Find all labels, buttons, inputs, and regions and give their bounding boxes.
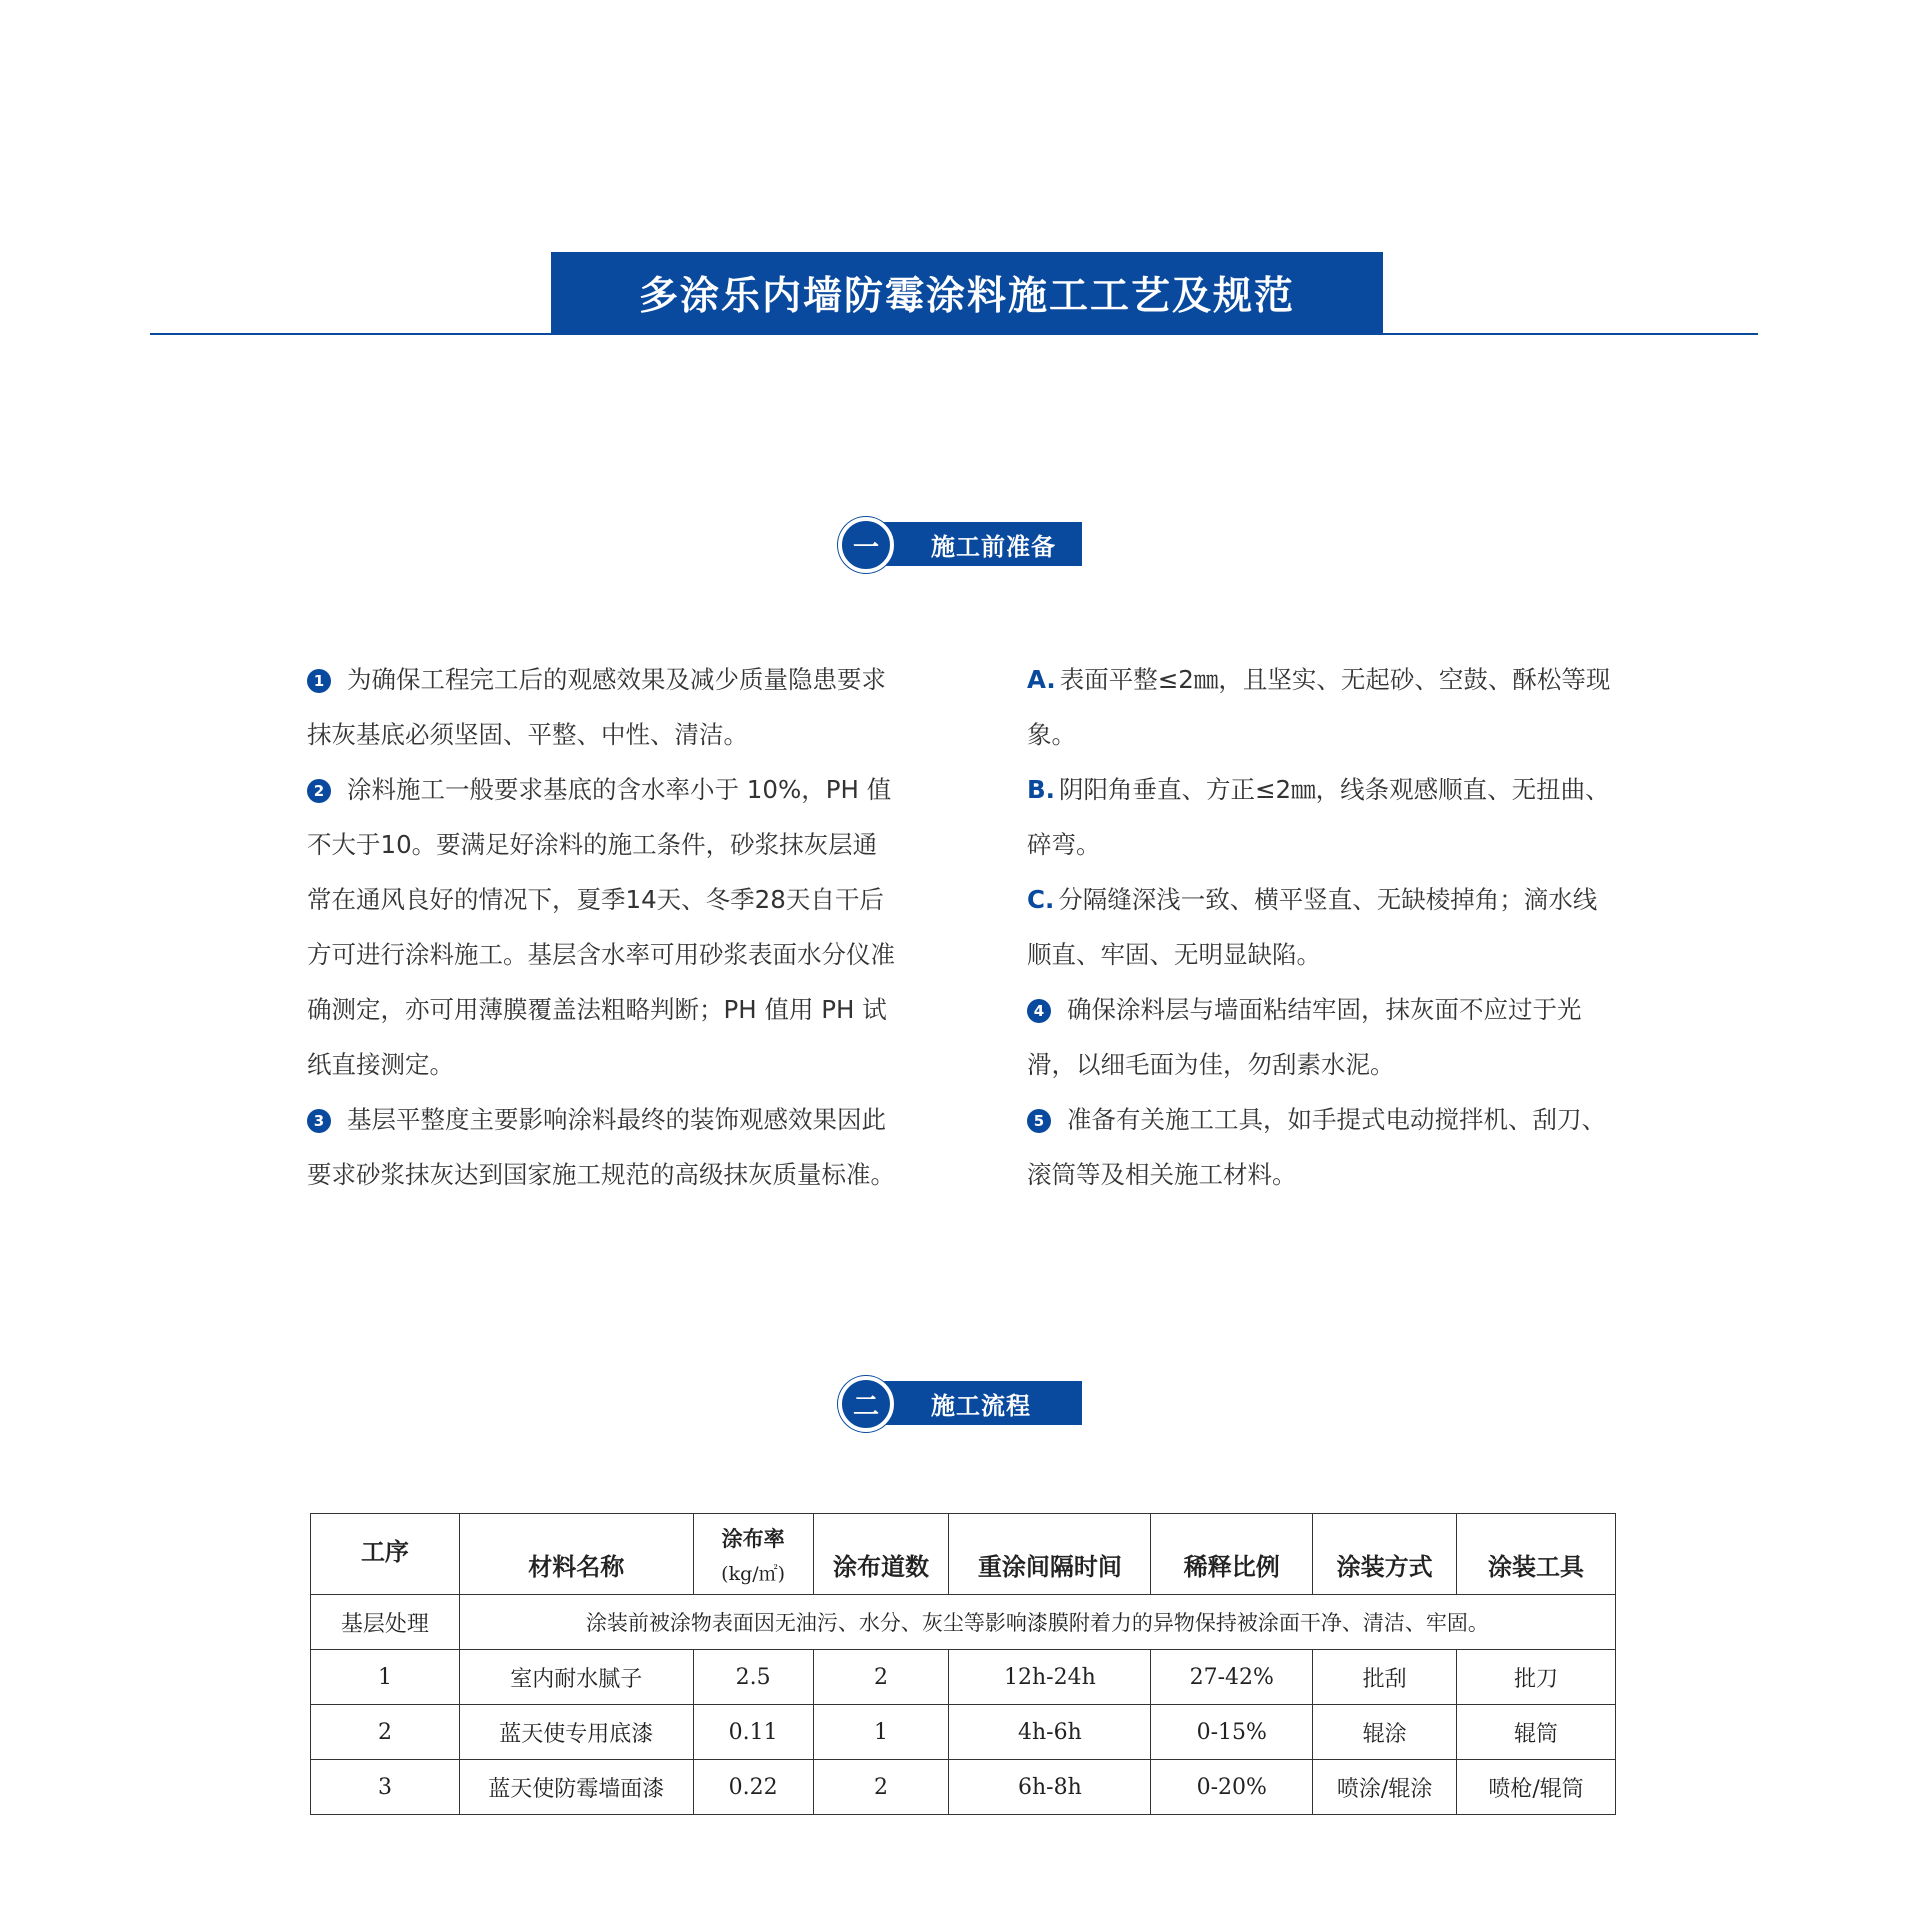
cell: 0-20% (1151, 1760, 1313, 1815)
col-header: 涂装工具 (1457, 1514, 1616, 1595)
table-header-row (311, 1514, 1616, 1595)
number-badge-icon: 5 (1027, 1109, 1051, 1133)
number-badge-icon: 4 (1027, 999, 1051, 1023)
number-badge-icon: 1 (307, 669, 331, 693)
step-cell: 基层处理 (311, 1595, 460, 1650)
cell: 4h-6h (949, 1705, 1151, 1760)
cell: 27-42% (1151, 1650, 1313, 1705)
prep-item: A. 表面平整≤2㎜，且坚实、无起砂、空鼓、酥松等现象。 (1027, 665, 1611, 749)
col-header: 重涂间隔时间 (949, 1514, 1151, 1595)
section-header-process (838, 1376, 1088, 1428)
col-header: 稀释比例 (1151, 1514, 1313, 1595)
cell: 3 (311, 1760, 460, 1815)
cell: 辊筒 (1457, 1705, 1616, 1760)
col-header: 涂布道数 (813, 1514, 949, 1595)
cell: 2.5 (693, 1650, 813, 1705)
page-title: 多涂乐内墙防霉涂料施工工艺及规范 (551, 252, 1383, 334)
cell: 喷涂/辊涂 (1313, 1760, 1457, 1815)
item-letter: C. (1027, 885, 1055, 914)
cell: 蓝天使专用底漆 (459, 1705, 693, 1760)
cell: 1 (813, 1705, 949, 1760)
number-badge-icon: 2 (307, 779, 331, 803)
cell: 0.11 (693, 1705, 813, 1760)
prep-item: B. 阴阳角垂直、方正≤2㎜，线条观感顺直、无扭曲、碎弯。 (1027, 775, 1610, 859)
number-badge-icon: 3 (307, 1109, 331, 1133)
cell: 辊涂 (1313, 1705, 1457, 1760)
cell: 1 (311, 1650, 460, 1705)
table-row (311, 1705, 1616, 1760)
section-header-prep (838, 517, 1088, 569)
cell: 室内耐水腻子 (459, 1650, 693, 1705)
prep-item: 2 涂料施工一般要求基底的含水率小于 10%，PH 值不大于10。要满足好涂料的施工条件，砂浆抹灰层通常在通风良好的情况下，夏季14天、冬季28天自干后方可进行涂料施工。基层含水率可用砂浆表面水分仪准确测定，亦可用薄膜覆盖法粗略判断；PH 值用 PH 试纸直接测定。 (307, 775, 895, 1079)
cell: 0-15% (1151, 1705, 1313, 1760)
cell: 2 (311, 1705, 460, 1760)
cell: 12h-24h (949, 1650, 1151, 1705)
prep-right-column (1027, 652, 1617, 1202)
section-number: 二 (838, 1376, 894, 1432)
item-letter: A. (1027, 665, 1056, 694)
prep-item: 5 准备有关施工工具，如手提式电动搅拌机、刮刀、滚筒等及相关施工材料。 (1027, 1105, 1606, 1189)
item-letter: B. (1027, 775, 1055, 804)
table-row (311, 1595, 1616, 1650)
section-number: 一 (838, 517, 894, 573)
prep-item: 3 基层平整度主要影响涂料最终的装饰观感效果因此要求砂浆抹灰达到国家施工规范的高级抹灰质量标准。 (307, 1105, 895, 1189)
cell: 批刀 (1457, 1650, 1616, 1705)
section-title: 施工前准备 (878, 522, 1082, 566)
cell: 2 (813, 1650, 949, 1705)
table-row (311, 1650, 1616, 1705)
prep-item: 1 为确保工程完工后的观感效果及减少质量隐患要求抹灰基底必须坚固、平整、中性、清洁。 (307, 665, 886, 749)
col-header: 涂布率 (kg/㎡) (693, 1514, 813, 1595)
prep-item: C. 分隔缝深浅一致、横平竖直、无缺棱掉角；滴水线顺直、牢固、无明显缺陷。 (1027, 885, 1598, 969)
cell: 0.22 (693, 1760, 813, 1815)
cell: 喷枪/辊筒 (1457, 1760, 1616, 1815)
prep-item: 4 确保涂料层与墙面粘结牢固，抹灰面不应过于光滑，以细毛面为佳，勿刮素水泥。 (1027, 995, 1582, 1079)
cell: 蓝天使防霉墙面漆 (459, 1760, 693, 1815)
col-header: 材料名称 (459, 1514, 693, 1595)
cell: 2 (813, 1760, 949, 1815)
prep-left-column (307, 652, 897, 1202)
section-title: 施工流程 (878, 1381, 1082, 1425)
table-row (311, 1760, 1616, 1815)
cell: 6h-8h (949, 1760, 1151, 1815)
col-header: 工序 (311, 1514, 460, 1595)
process-table (310, 1513, 1616, 1815)
cell: 批刮 (1313, 1650, 1457, 1705)
base-treatment-cell: 涂装前被涂物表面因无油污、水分、灰尘等影响漆膜附着力的异物保持被涂面干净、清洁、牢固。 (459, 1595, 1615, 1650)
col-header: 涂装方式 (1313, 1514, 1457, 1595)
